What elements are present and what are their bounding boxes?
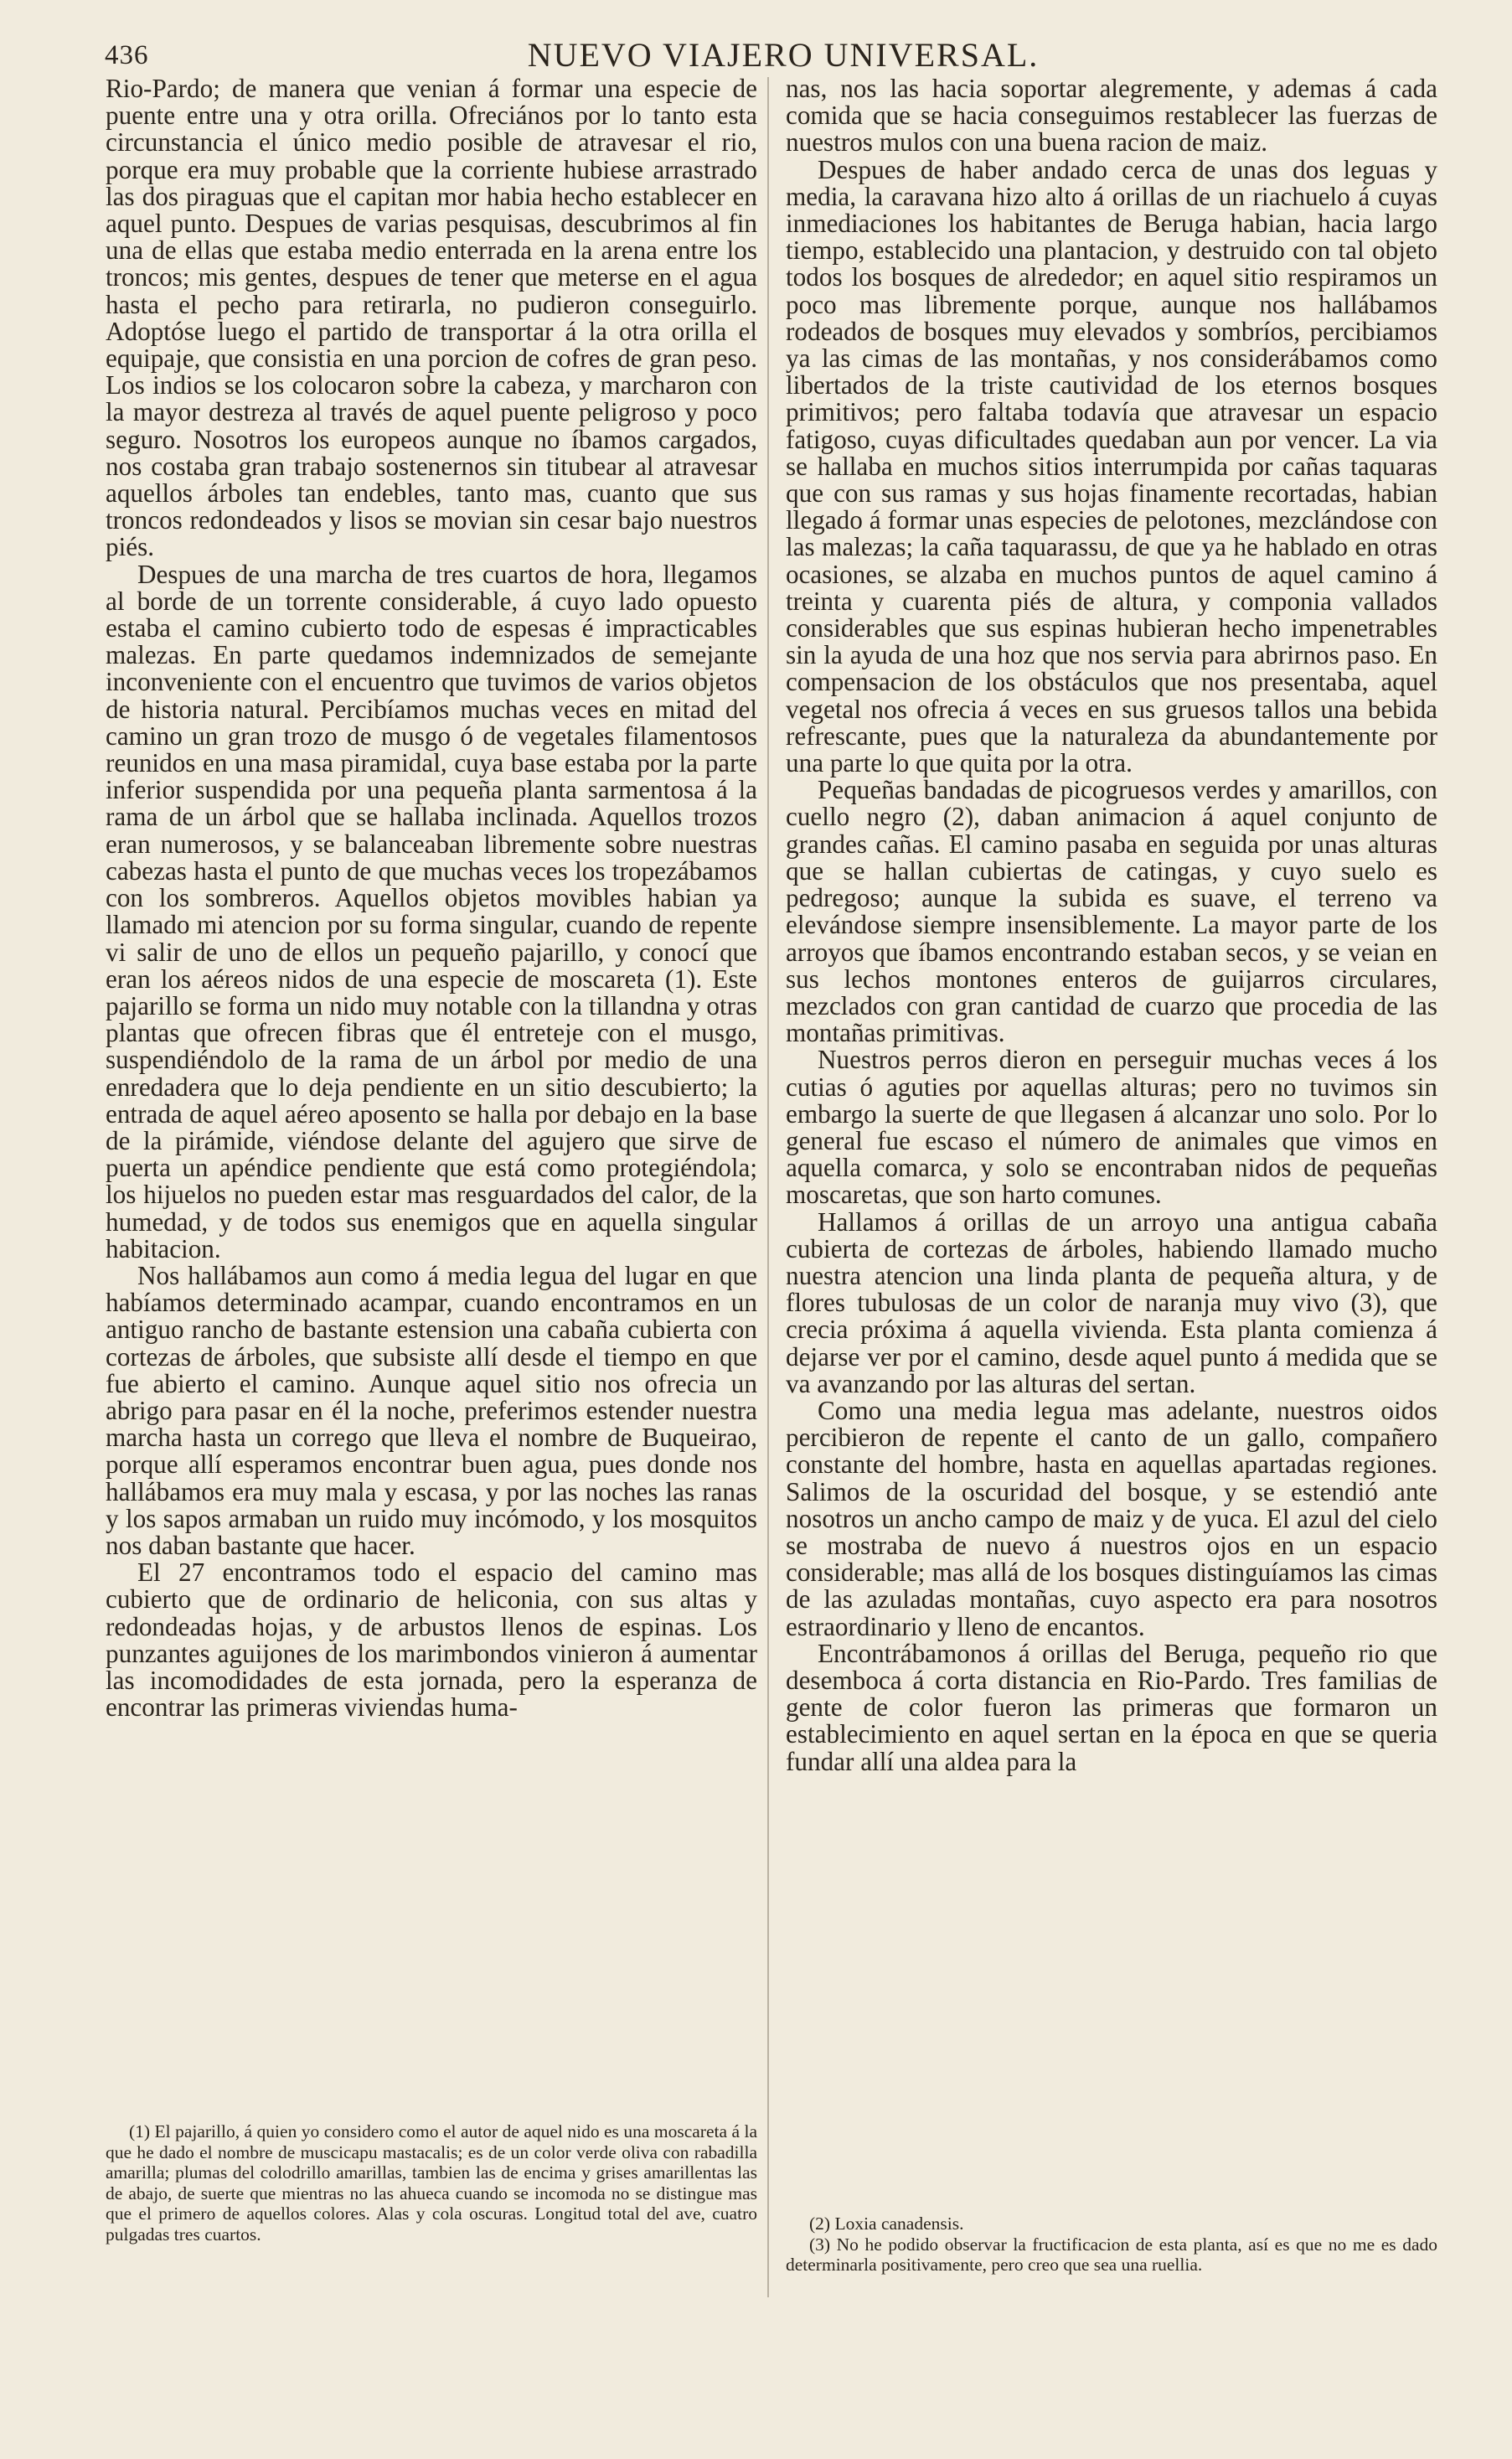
paragraph: Despues de haber andado cerca de unas dos leguas y media, la caravana hizo alto á orillas de un riachuelo á cuyas inmediaciones los habitantes de Beruga habian, hacia largo tiempo, establecido una plantacion, y destruido con tal objeto todos los bosques de alrededor; en aquel sitio respiramos un poco mas libremente porque, aunque nos hallábamos rodeados de bosques muy elevados y sombríos, percibiamos ya las cimas de las montañas, y nos considerábamos como libertados de la triste cautividad de los eternos bosques primitivos; pero faltaba todavía que atravesar un espacio fatigoso, cuyas dificultades quedaban aun por vencer. La via se hallaba en muchos sitios interrumpida por cañas taquaras que con sus ramas y sus hojas finamente recortadas, habian llegado á formar unas especies de pelotones, mezclándose con las malezas; la caña taquarassu, de que ya he hablado en otras ocasiones, se alzaba en muchos puntos de aquel camino á treinta y cuarenta piés de altura, y componia vallados considerables que sus espinas hubieran hecho impenetrables sin la ayuda de una hoz que nos servia para abrirnos paso. En compensacion de los obstáculos que nos presentaba, aquel vegetal nos ofrecia á veces en sus gruesos tallos una bebida refrescante, pues que la naturaleza da abundantemente por una parte lo que quita por la otra.	[786, 154, 1437, 778]
paragraph: El 27 encontramos todo el espacio del camino mas cubierto que de ordinario de heliconia, con sus altas y redondeadas hojas, y de arbustos llenos de espinas. Los punzantes aguijones de los marimbondos vinieron á aumentar las incomodidades de esta jornada, pero la esperanza de encontrar las primeras viviendas huma-	[106, 1558, 757, 1723]
paragraph: Pequeñas bandadas de picogruesos verdes y amarillos, con cuello negro (2), daban animacion á aquel conjunto de grandes cañas. El camino pasaba en seguida por unas alturas que se hallan cubiertas de catingas, y cuyo suelo es pedregoso; aunque la subida es suave, el terreno va elevándose siempre insensiblemente. La mayor parte de los arroyos que íbamos encontrando estaban secos, y se veian en sus lechos montones enteros de guijarros circulares, mezclados con gran cantidad de cuarzo que procedia de las montañas primitivas.	[786, 775, 1437, 1048]
column-divider	[767, 77, 769, 2297]
footnotes-right	[786, 2214, 1437, 2276]
paragraph: nas, nos las hacia soportar alegremente, y ademas á cada comida que se hacia conseguimos restablecer las fuerzas de nuestros mulos con una buena racion de maiz.	[786, 74, 1437, 158]
paragraph: Nos hallábamos aun como á media legua del lugar en que habíamos determinado acampar, cuando encontramos en un antiguo rancho de bastante estension una cabaña cubierta con cortezas de árboles, que subsiste allí desde el tiempo en que fue abierto el camino. Aunque aquel sitio nos ofrecia un abrigo para pasar en él la noche, preferimos estender nuestra marcha hasta un corrego que lleva el nombre de Buqueirao, porque allí esperamos encontrar buen agua, pues donde nos hallábamos era muy mala y escasa, y por las noches las ranas y los sapos armaban un ruido muy incómodo, y los mosquitos nos daban bastante que hacer.	[106, 1260, 757, 1560]
paragraph: Encontrábamonos á orillas del Beruga, pequeño rio que desemboca á corta distancia en Rio-Pardo. Tres familias de gente de color fueron las primeras que formaron un establecimiento en aquel sertan en la época en que se queria fundar allí una aldea para la	[786, 1638, 1437, 1776]
paragraph: Despues de una marcha de tres cuartos de hora, llegamos al borde de un torrente considerable, á cuyo lado opuesto estaba el camino cubierto todo de espesas é impracticables malezas. En parte quedamos indemnizados de semejante inconveniente con el encuentro que tuvimos de varios objetos de historia natural. Percibíamos muchas veces en mitad del camino un gran trozo de musgo ó de vegetales filamentosos reunidos en una masa piramidal, cuya base estaba por la parte inferior suspendida por una pequeña planta sarmentosa á la rama de un árbol que se hallaba inclinada. Aquellos trozos eran numerosos, y se balanceaban libremente sobre nuestras cabezas hasta el punto de que muchas veces los tropezábamos con los sombreros. Aquellos objetos movibles habian ya llamado mi atencion por su forma singular, cuando de repente vi salir de uno de ellos un pequeño pajarillo, y conocí que eran los aéreos nidos de una especie de moscareta (1). Este pajarillo se forma un nido muy notable con la tillandna y otras plantas que ofrecen fibras que él entreteje con el musgo, suspendiéndolo de la rama de un árbol por medio de una enredadera que lo deja pendiente en un sitio descubierto; la entrada de aquel aéreo aposento se halla por debajo en la base de la pirámide, viéndose delante del agujero que sirve de puerta un apéndice pendiente que está como protegiéndola; los hijuelos no pueden estar mas resguardados del calor, de la humedad, y de todos sus enemigos que en aquella singular habitacion.	[106, 559, 757, 1263]
left-column	[106, 75, 757, 1721]
paragraph: Rio-Pardo; de manera que venian á formar una especie de puente entre una y otra orilla. Ofreciános por lo tanto esta circunstancia el único medio posible de atravesar el rio, porque era muy probable que la corriente hubiese arrastrado las dos piraguas que el capitan mor habia hecho establecer en aquel punto. Despues de varias pesquisas, descubrimos al fin una de ellas que estaba medio enterrada en la arena entre los troncos; mis gentes, despues de tener que meterse en el agua hasta el pecho para retirarla, no pudieron conseguirlo. Adoptóse luego el partido de transportar á la otra orilla el equipaje, que consistia en una porcion de cofres de gran peso. Los indios se los colocaron sobre la cabeza, y marcharon con la mayor destreza al través de aquel puente peligroso y poco seguro. Nosotros los europeos aunque no íbamos cargados, nos costaba gran trabajo sostenernos sin titubear al atravesar aquellos árboles tan endebles, tanto mas, cuanto que sus troncos redondeados y lisos se movian sin cesar bajo nuestros piés.	[106, 74, 757, 562]
footnotes-left	[106, 2121, 757, 2245]
right-column	[786, 75, 1437, 1775]
running-title: NUEVO VIAJERO UNIVERSAL.	[527, 36, 1040, 74]
paragraph: Hallamos á orillas de un arroyo una antigua cabaña cubierta de cortezas de árboles, habiendo llamado mucho nuestra atencion una linda planta de pequeña altura, y de flores tubulosas de un color de naranja muy vivo (3), que crecia próxima á aquella vivienda. Esta planta comienza á dejarse ver por el camino, desde aquel punto á medida que se va avanzando por las alturas del sertan.	[786, 1206, 1437, 1398]
page-header	[105, 34, 1462, 75]
footnote: (3) No he podido observar la fructificacion de esta planta, así es que no me es dado determinarla positivamente, pero creo que sea una ruellia.	[786, 2234, 1437, 2276]
footnote: (1) El pajarillo, á quien yo considero como el autor de aquel nido es una moscareta á la que he dado el nombre de muscicapu mastacalis; es de un color verde oliva con rabadilla amarilla; plumas del colodrillo amarillas, tambien las de encima y grises amarillentas las de abajo, de suerte que mientras no las ahueca cuando se incomoda no se distingue mas que el primero de aquellos colores. Alas y cola oscuras. Longitud total del ave, cuatro pulgadas tres cuartos.	[106, 2121, 757, 2245]
page-number: 436	[105, 40, 149, 70]
paragraph: Nuestros perros dieron en perseguir muchas veces á los cutias ó aguties por aquellas alturas; pero no tuvimos sin embargo la suerte de que llegasen á alcanzar uno solo. Por lo general fue escaso el número de animales que vimos en aquella comarca, y solo se encontraban nidos de pequeñas moscaretas, que son harto comunes.	[786, 1045, 1437, 1210]
paragraph: Como una media legua mas adelante, nuestros oidos percibieron de repente el canto de un gallo, compañero constante del hombre, hasta en aquellas apartadas regiones. Salimos de la oscuridad del bosque, y se estendió ante nosotros un ancho campo de maiz y de yuca. El azul del cielo se mostraba de nuevo á nuestros ojos en un espacio considerable; mas allá de los bosques distinguíamos las cimas de las azuladas montañas, cuyo aspecto era para nosotros estraordinario y lleno de encantos.	[786, 1395, 1437, 1641]
footnote: (2) Loxia canadensis.	[809, 2214, 964, 2234]
